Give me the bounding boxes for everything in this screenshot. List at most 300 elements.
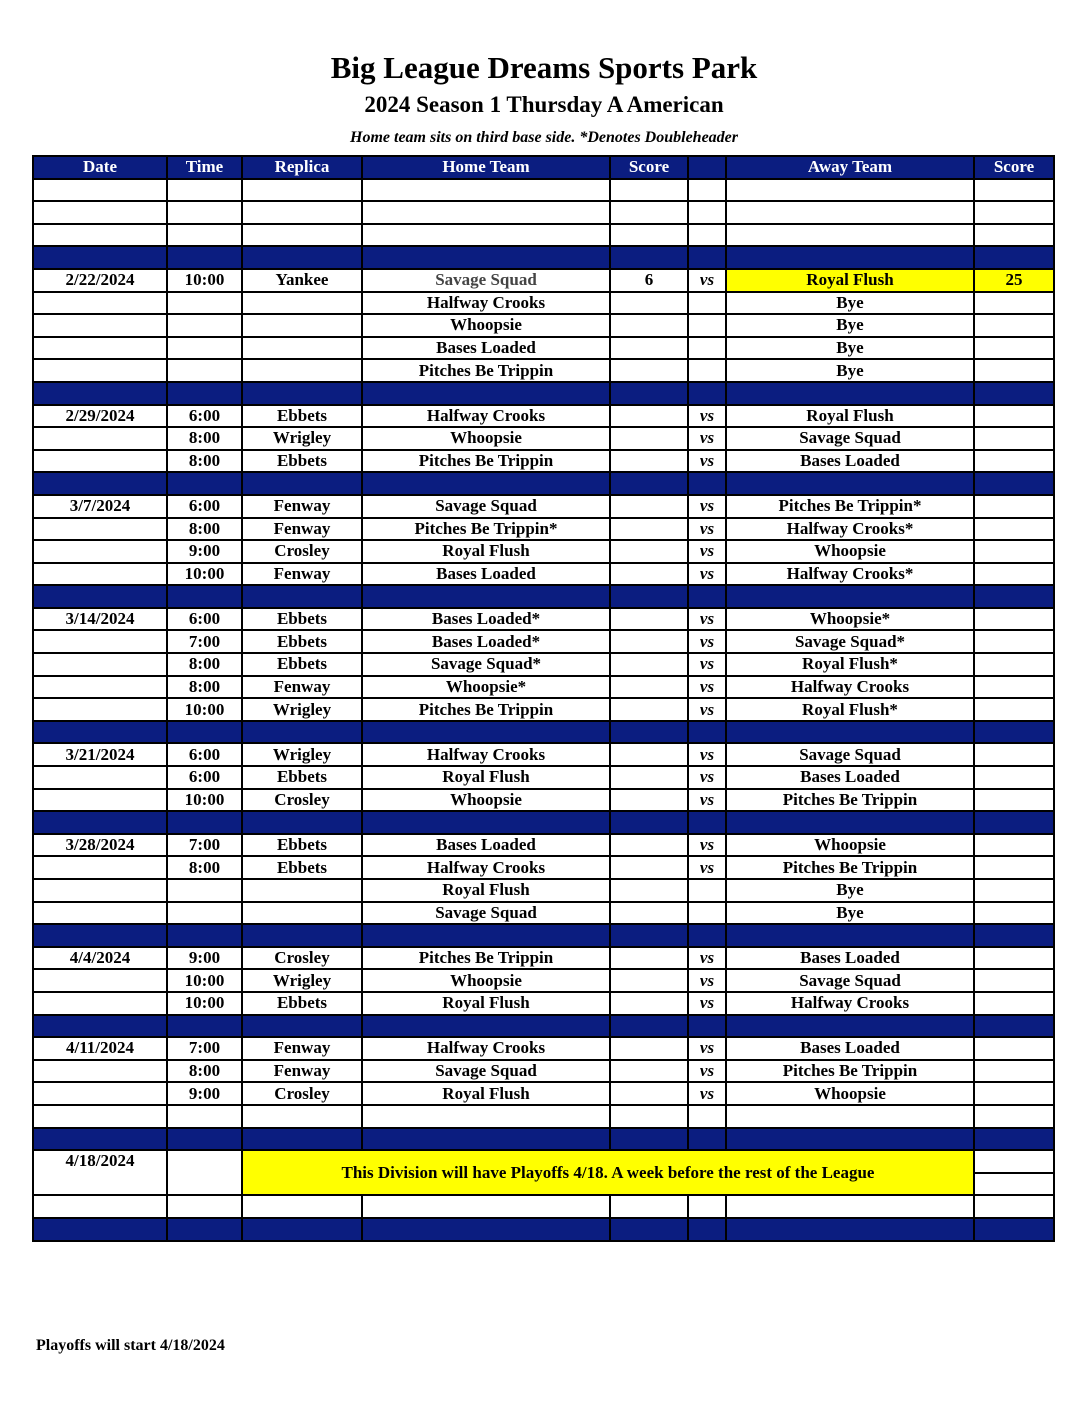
replica-cell: Yankee	[242, 269, 362, 292]
home-team-cell	[362, 1105, 610, 1128]
date-cell-empty	[33, 879, 167, 902]
vs-cell: vs	[688, 969, 726, 992]
game-row	[33, 992, 1054, 1015]
game-row	[33, 766, 1054, 789]
game-row	[33, 450, 1054, 473]
vs-cell: vs	[688, 608, 726, 631]
replica-cell: Fenway	[242, 563, 362, 586]
home-team-cell: Pitches Be Trippin	[362, 947, 610, 970]
home-score-cell	[610, 292, 688, 315]
game-row	[33, 359, 1054, 382]
date-cell-empty	[33, 992, 167, 1015]
empty-cell	[33, 1195, 167, 1218]
empty-cell	[974, 1195, 1054, 1218]
away-team-cell: Bases Loaded	[726, 947, 974, 970]
date-cell-empty	[33, 518, 167, 541]
column-header-home-team: Home Team	[362, 156, 610, 179]
time-cell: 6:00	[167, 495, 242, 518]
home-score-cell	[610, 540, 688, 563]
game-row	[33, 405, 1054, 428]
replica-cell: Fenway	[242, 676, 362, 699]
time-cell: 10:00	[167, 789, 242, 812]
away-score-cell	[974, 563, 1054, 586]
date-cell-empty	[33, 337, 167, 360]
away-score-cell	[974, 1150, 1054, 1173]
away-score-cell	[974, 450, 1054, 473]
time-cell: 7:00	[167, 630, 242, 653]
home-score-cell	[610, 676, 688, 699]
date-cell-empty	[33, 359, 167, 382]
week-separator	[33, 721, 1054, 744]
away-score-cell	[974, 427, 1054, 450]
date-cell: 3/28/2024	[33, 834, 167, 857]
replica-cell: Ebbets	[242, 834, 362, 857]
vs-cell: vs	[688, 540, 726, 563]
home-team-cell: Halfway Crooks	[362, 856, 610, 879]
time-cell	[167, 1150, 242, 1195]
replica-cell	[242, 879, 362, 902]
replica-cell: Crosley	[242, 789, 362, 812]
column-header-vs	[688, 156, 726, 179]
time-cell: 6:00	[167, 766, 242, 789]
time-cell: 8:00	[167, 1060, 242, 1083]
date-cell-empty	[33, 1105, 167, 1128]
vs-cell: vs	[688, 450, 726, 473]
date-cell-empty	[33, 902, 167, 925]
game-row	[33, 676, 1054, 699]
footer-note: Playoffs will start 4/18/2024	[36, 1337, 225, 1354]
vs-cell: vs	[688, 427, 726, 450]
date-cell-empty	[33, 856, 167, 879]
vs-cell: vs	[688, 495, 726, 518]
week-separator	[33, 1015, 1054, 1038]
game-row	[33, 1082, 1054, 1105]
replica-cell: Ebbets	[242, 992, 362, 1015]
away-team-cell: Bye	[726, 337, 974, 360]
empty-cell	[610, 1195, 688, 1218]
time-cell	[167, 314, 242, 337]
time-cell: 7:00	[167, 1037, 242, 1060]
away-team-cell: Savage Squad	[726, 427, 974, 450]
home-team-cell: Halfway Crooks	[362, 1037, 610, 1060]
replica-cell	[242, 337, 362, 360]
date-cell: 4/11/2024	[33, 1037, 167, 1060]
time-cell: 8:00	[167, 518, 242, 541]
time-cell: 6:00	[167, 743, 242, 766]
away-team-cell: Whoopsie	[726, 540, 974, 563]
home-team-cell: Pitches Be Trippin	[362, 450, 610, 473]
home-score-cell	[610, 947, 688, 970]
home-score-cell	[610, 1060, 688, 1083]
vs-cell: vs	[688, 789, 726, 812]
game-row	[33, 518, 1054, 541]
game-row	[33, 630, 1054, 653]
table-header-row	[33, 156, 1054, 179]
away-team-cell: Halfway Crooks	[726, 676, 974, 699]
replica-cell: Wrigley	[242, 698, 362, 721]
away-team-cell: Bye	[726, 879, 974, 902]
replica-cell: Fenway	[242, 518, 362, 541]
home-team-cell: Bases Loaded	[362, 337, 610, 360]
replica-cell: Crosley	[242, 1082, 362, 1105]
away-score-cell	[974, 518, 1054, 541]
schedule-body	[33, 179, 1054, 1241]
time-cell: 8:00	[167, 653, 242, 676]
week-separator	[33, 811, 1054, 834]
home-team-cell: Savage Squad	[362, 495, 610, 518]
away-team-cell: Bye	[726, 359, 974, 382]
date-cell: 3/21/2024	[33, 743, 167, 766]
date-cell-empty	[33, 563, 167, 586]
date-cell-empty	[33, 676, 167, 699]
home-score-cell	[610, 450, 688, 473]
date-cell-empty	[33, 314, 167, 337]
empty-cell	[242, 1195, 362, 1218]
vs-cell: vs	[688, 1037, 726, 1060]
vs-cell	[688, 359, 726, 382]
away-team-cell: Halfway Crooks	[726, 992, 974, 1015]
game-row	[33, 1060, 1054, 1083]
game-row	[33, 269, 1054, 292]
vs-cell	[688, 879, 726, 902]
away-team-cell: Pitches Be Trippin	[726, 789, 974, 812]
home-team-cell: Bases Loaded*	[362, 630, 610, 653]
away-score-cell	[974, 879, 1054, 902]
empty-cell	[167, 1195, 242, 1218]
game-row	[33, 969, 1054, 992]
column-header-home-score: Score	[610, 156, 688, 179]
away-team-cell: Savage Squad	[726, 743, 974, 766]
replica-cell: Fenway	[242, 495, 362, 518]
week-separator	[33, 472, 1054, 495]
time-cell: 8:00	[167, 856, 242, 879]
away-team-cell: Royal Flush*	[726, 653, 974, 676]
vs-cell: vs	[688, 1082, 726, 1105]
vs-cell: vs	[688, 834, 726, 857]
time-cell: 8:00	[167, 676, 242, 699]
replica-cell: Ebbets	[242, 653, 362, 676]
blank-row	[33, 179, 1054, 202]
home-team-cell: Pitches Be Trippin*	[362, 518, 610, 541]
replica-cell	[242, 292, 362, 315]
away-team-cell: Bases Loaded	[726, 766, 974, 789]
away-team-cell: Royal Flush	[726, 269, 974, 292]
home-score-cell	[610, 630, 688, 653]
replica-cell: Crosley	[242, 947, 362, 970]
column-header-away-team: Away Team	[726, 156, 974, 179]
away-score-cell	[974, 292, 1054, 315]
home-team-cell: Royal Flush	[362, 879, 610, 902]
date-cell-empty	[33, 292, 167, 315]
home-score-cell	[610, 405, 688, 428]
replica-cell: Wrigley	[242, 427, 362, 450]
blank-row	[33, 1195, 1054, 1218]
away-score-cell	[974, 495, 1054, 518]
away-team-cell	[726, 1105, 974, 1128]
time-cell: 7:00	[167, 834, 242, 857]
home-score-cell	[610, 743, 688, 766]
vs-cell	[688, 292, 726, 315]
page-title: Big League Dreams Sports Park	[330, 50, 758, 85]
replica-cell: Wrigley	[242, 743, 362, 766]
game-row	[33, 789, 1054, 812]
vs-cell	[688, 314, 726, 337]
time-cell	[167, 292, 242, 315]
replica-cell: Ebbets	[242, 766, 362, 789]
replica-cell: Fenway	[242, 1037, 362, 1060]
away-score-cell	[974, 405, 1054, 428]
game-row	[33, 495, 1054, 518]
time-cell	[167, 902, 242, 925]
home-team-cell: Pitches Be Trippin	[362, 359, 610, 382]
away-score-cell	[974, 359, 1054, 382]
vs-cell: vs	[688, 698, 726, 721]
home-score-cell	[610, 427, 688, 450]
away-score-cell	[974, 540, 1054, 563]
column-header-time: Time	[167, 156, 242, 179]
game-row	[33, 1105, 1054, 1128]
time-cell: 10:00	[167, 563, 242, 586]
time-cell: 9:00	[167, 540, 242, 563]
vs-cell: vs	[688, 630, 726, 653]
away-score-cell	[974, 969, 1054, 992]
home-team-cell: Royal Flush	[362, 1082, 610, 1105]
week-separator	[33, 246, 1054, 269]
game-row	[33, 879, 1054, 902]
vs-cell: vs	[688, 743, 726, 766]
game-row	[33, 337, 1054, 360]
date-cell-empty	[33, 450, 167, 473]
away-score-cell	[974, 314, 1054, 337]
away-score-cell	[974, 676, 1054, 699]
week-separator	[33, 585, 1054, 608]
vs-cell: vs	[688, 518, 726, 541]
away-score-cell	[974, 1037, 1054, 1060]
page-note: Home team sits on third base side. *Denotes Doubleheader	[350, 129, 738, 146]
game-row	[33, 743, 1054, 766]
replica-cell: Fenway	[242, 1060, 362, 1083]
replica-cell: Crosley	[242, 540, 362, 563]
away-team-cell: Royal Flush*	[726, 698, 974, 721]
date-cell-empty	[33, 969, 167, 992]
replica-cell	[242, 1105, 362, 1128]
empty-cell	[688, 1195, 726, 1218]
home-score-cell	[610, 902, 688, 925]
replica-cell	[242, 314, 362, 337]
home-team-cell: Savage Squad	[362, 269, 610, 292]
away-team-cell: Bye	[726, 314, 974, 337]
time-cell: 10:00	[167, 992, 242, 1015]
home-score-cell	[610, 563, 688, 586]
date-cell-empty	[33, 630, 167, 653]
home-score-cell	[610, 337, 688, 360]
empty-cell	[362, 1195, 610, 1218]
away-score-cell	[974, 698, 1054, 721]
away-score-cell	[974, 856, 1054, 879]
time-cell: 10:00	[167, 698, 242, 721]
game-row	[33, 653, 1054, 676]
time-cell: 6:00	[167, 608, 242, 631]
home-team-cell: Whoopsie	[362, 427, 610, 450]
home-team-cell: Whoopsie	[362, 314, 610, 337]
date-cell-empty	[33, 540, 167, 563]
game-row	[33, 427, 1054, 450]
column-header-date: Date	[33, 156, 167, 179]
date-cell: 3/7/2024	[33, 495, 167, 518]
away-score-cell	[974, 834, 1054, 857]
away-score-cell	[974, 630, 1054, 653]
home-team-cell: Royal Flush	[362, 766, 610, 789]
away-team-cell: Savage Squad	[726, 969, 974, 992]
time-cell: 9:00	[167, 947, 242, 970]
away-team-cell: Whoopsie	[726, 834, 974, 857]
week-separator	[33, 924, 1054, 947]
blank-row	[33, 201, 1054, 224]
away-team-cell: Savage Squad*	[726, 630, 974, 653]
away-score-cell	[974, 608, 1054, 631]
time-cell	[167, 879, 242, 902]
week-separator	[33, 1218, 1054, 1241]
home-score-cell	[610, 789, 688, 812]
away-team-cell: Pitches Be Trippin	[726, 1060, 974, 1083]
away-score-cell: 25	[974, 269, 1054, 292]
time-cell	[167, 337, 242, 360]
away-team-cell: Halfway Crooks*	[726, 563, 974, 586]
home-team-cell: Bases Loaded	[362, 834, 610, 857]
home-team-cell: Halfway Crooks	[362, 743, 610, 766]
home-score-cell	[610, 1082, 688, 1105]
replica-cell: Ebbets	[242, 630, 362, 653]
home-team-cell: Whoopsie*	[362, 676, 610, 699]
replica-cell	[242, 902, 362, 925]
game-row	[33, 1037, 1054, 1060]
home-score-cell	[610, 766, 688, 789]
home-team-cell: Whoopsie	[362, 789, 610, 812]
game-row	[33, 902, 1054, 925]
home-team-cell: Royal Flush	[362, 992, 610, 1015]
home-score-cell	[610, 856, 688, 879]
away-score-cell	[974, 766, 1054, 789]
vs-cell: vs	[688, 766, 726, 789]
time-cell: 8:00	[167, 450, 242, 473]
home-score-cell	[610, 992, 688, 1015]
away-team-cell: Halfway Crooks*	[726, 518, 974, 541]
date-cell: 2/29/2024	[33, 405, 167, 428]
vs-cell: vs	[688, 856, 726, 879]
time-cell: 10:00	[167, 969, 242, 992]
vs-cell: vs	[688, 1060, 726, 1083]
vs-cell	[688, 337, 726, 360]
home-team-cell: Pitches Be Trippin	[362, 698, 610, 721]
home-score-cell	[610, 834, 688, 857]
replica-cell: Wrigley	[242, 969, 362, 992]
away-score-cell	[974, 743, 1054, 766]
column-header-away-score: Score	[974, 156, 1054, 179]
game-row	[33, 608, 1054, 631]
game-row	[33, 834, 1054, 857]
home-score-cell	[610, 969, 688, 992]
home-team-cell: Savage Squad*	[362, 653, 610, 676]
date-cell: 3/14/2024	[33, 608, 167, 631]
home-team-cell: Royal Flush	[362, 540, 610, 563]
home-score-cell	[610, 1037, 688, 1060]
replica-cell: Ebbets	[242, 608, 362, 631]
vs-cell: vs	[688, 947, 726, 970]
replica-cell: Ebbets	[242, 405, 362, 428]
away-team-cell: Whoopsie	[726, 1082, 974, 1105]
away-score-cell	[974, 947, 1054, 970]
vs-cell	[688, 1105, 726, 1128]
date-cell: 2/22/2024	[33, 269, 167, 292]
home-score-cell	[610, 518, 688, 541]
date-cell-empty	[33, 1060, 167, 1083]
week-separator	[33, 1128, 1054, 1151]
away-score-cell	[974, 1082, 1054, 1105]
away-score-cell	[974, 1060, 1054, 1083]
away-score-cell	[974, 902, 1054, 925]
schedule-table	[32, 155, 1055, 1242]
home-score-cell	[610, 495, 688, 518]
home-score-cell	[610, 314, 688, 337]
page-subtitle: 2024 Season 1 Thursday A American	[364, 92, 724, 117]
away-score-cell	[974, 653, 1054, 676]
vs-cell: vs	[688, 563, 726, 586]
away-team-cell: Pitches Be Trippin	[726, 856, 974, 879]
away-team-cell: Royal Flush	[726, 405, 974, 428]
home-score-cell	[610, 359, 688, 382]
time-cell: 8:00	[167, 427, 242, 450]
away-team-cell: Pitches Be Trippin*	[726, 495, 974, 518]
home-score-cell	[610, 879, 688, 902]
vs-cell: vs	[688, 653, 726, 676]
home-score-cell	[610, 698, 688, 721]
vs-cell: vs	[688, 676, 726, 699]
time-cell	[167, 1105, 242, 1128]
game-row	[33, 947, 1054, 970]
away-team-cell: Bye	[726, 292, 974, 315]
home-team-cell: Halfway Crooks	[362, 405, 610, 428]
playoffs-note: This Division will have Playoffs 4/18. A week before the rest of the League	[242, 1150, 974, 1195]
game-row	[33, 698, 1054, 721]
home-team-cell: Savage Squad	[362, 1060, 610, 1083]
replica-cell	[242, 359, 362, 382]
blank-row	[33, 224, 1054, 247]
home-score-cell	[610, 608, 688, 631]
date-cell-empty	[33, 698, 167, 721]
date-cell: 4/4/2024	[33, 947, 167, 970]
away-score-cell	[974, 992, 1054, 1015]
away-team-cell: Bases Loaded	[726, 1037, 974, 1060]
time-cell	[167, 359, 242, 382]
date-cell-empty	[33, 1082, 167, 1105]
home-score-cell: 6	[610, 269, 688, 292]
vs-cell: vs	[688, 269, 726, 292]
date-cell-empty	[33, 427, 167, 450]
home-team-cell: Whoopsie	[362, 969, 610, 992]
game-row	[33, 292, 1054, 315]
home-team-cell: Bases Loaded	[362, 563, 610, 586]
game-row	[33, 856, 1054, 879]
away-score-cell	[974, 337, 1054, 360]
away-score-cell	[974, 1105, 1054, 1128]
home-team-cell: Savage Squad	[362, 902, 610, 925]
date-cell-empty	[33, 653, 167, 676]
vs-cell: vs	[688, 405, 726, 428]
home-team-cell: Halfway Crooks	[362, 292, 610, 315]
date-cell-empty	[33, 766, 167, 789]
date-cell-empty	[33, 789, 167, 812]
empty-cell	[726, 1195, 974, 1218]
